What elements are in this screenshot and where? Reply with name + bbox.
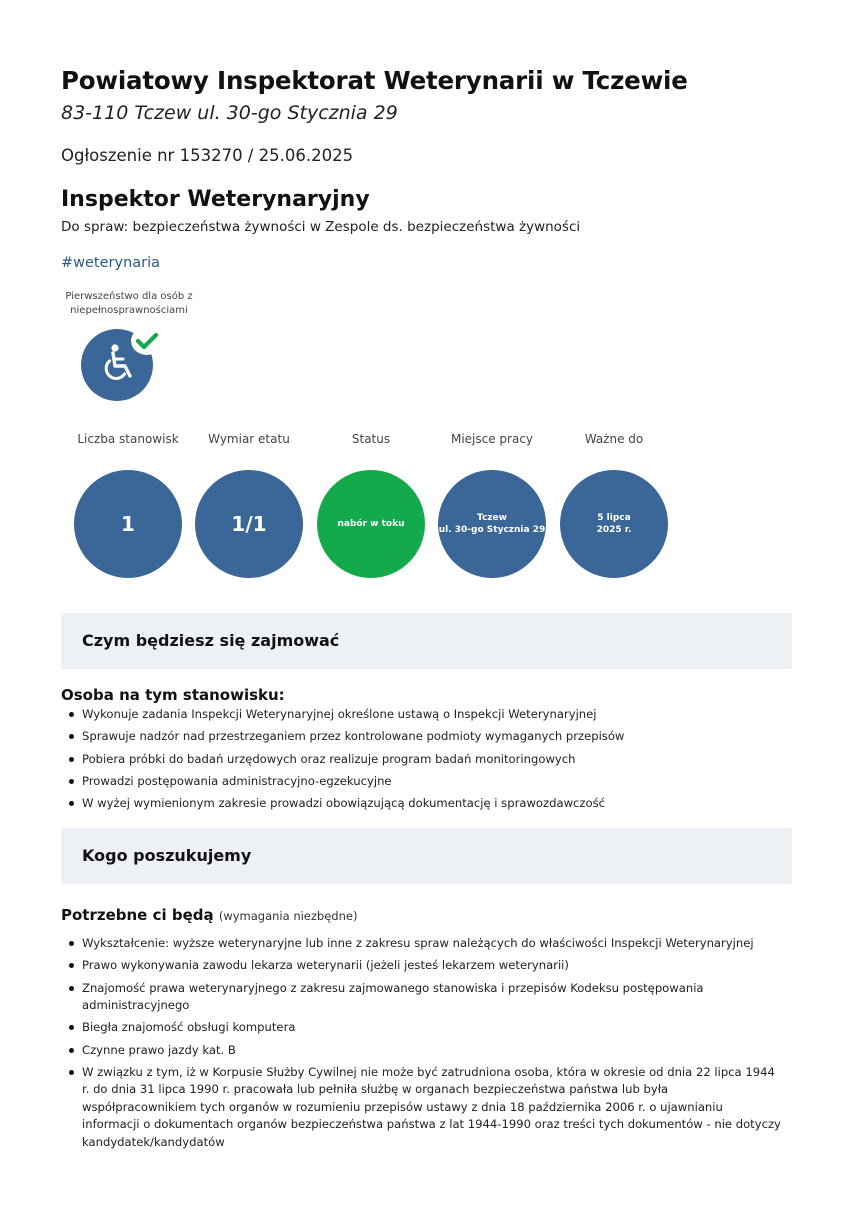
list-item: Sprawuje nadzór nad przestrzeganiem przez kontrolowane podmioty wymaganych przepisów xyxy=(68,728,783,746)
list-item: W wyżej wymienionym zakresie prowadzi obowiązującą dokumentację i sprawozdawczość xyxy=(68,795,783,813)
requirements-subheading xyxy=(61,906,357,924)
section-title: Czym będziesz się zajmować xyxy=(82,631,340,650)
list-item: Prawo wykonywania zawodu lekarza weterynarii (jeżeli jesteś lekarzem weterynarii) xyxy=(68,957,783,975)
stat-label: Wymiar etatu xyxy=(208,432,290,446)
stat-label: Miejsce pracy xyxy=(450,432,534,446)
stat-label: Ważne do xyxy=(584,432,644,446)
disability-priority-badge xyxy=(81,327,165,403)
stat-value-line: ul. 30-go Stycznia 29 xyxy=(438,525,546,535)
section-title: Kogo poszukujemy xyxy=(82,846,252,865)
list-item: Prowadzi postępowania administracyjno-egzekucyjne xyxy=(68,773,783,791)
stat-value: nabór w toku xyxy=(317,470,425,578)
requirements-subheading-text: Potrzebne ci będą xyxy=(61,906,214,924)
list-item: Wykształcenie: wyższe weterynaryjne lub inne z zakresu spraw należących do właściwości Inspekcji Weterynaryjnej xyxy=(68,935,783,953)
list-item: Pobiera próbki do badań urzędowych oraz realizuje program badań monitoringowych xyxy=(68,751,783,769)
stat-label: Liczba stanowisk xyxy=(77,432,179,446)
stat-value-line: 2025 r. xyxy=(596,525,632,535)
job-subtitle: Do spraw: bezpieczeństwa żywności w Zespole ds. bezpieczeństwa żywności xyxy=(61,219,581,235)
org-address: 83-110 Tczew ul. 30-go Stycznia 29 xyxy=(61,102,398,124)
list-item: Czynne prawo jazdy kat. B xyxy=(68,1042,783,1060)
stat-positions xyxy=(73,432,183,578)
hashtag-link[interactable]: #weterynaria xyxy=(61,255,161,271)
list-item: Biegła znajomość obsługi komputera xyxy=(68,1019,783,1037)
list-item: Wykonuje zadania Inspekcji Weterynaryjnej określone ustawą o Inspekcji Weterynaryjnej xyxy=(68,706,783,724)
stat-value xyxy=(560,470,668,578)
list-item: W związku z tym, iż w Korpusie Służby Cywilnej nie może być zatrudniona osoba, która w okresie od dnia 22 lipca 1944 r. do dnia 31 lipca 1990 r. pracowała lub pełniła służbę w organach bezpieczeństwa państwa lub była współpracownikiem tych organów w rozumieniu przepisów ustawy z dnia 18 października 2006 r. o ujawnianiu informacji o dokumentach organów bezpieczeństwa państwa z lat 1944-1990 oraz treści tych dokumentów - nie dotyczy kandydatek/kandydatów xyxy=(68,1064,783,1152)
duties-list xyxy=(68,706,783,813)
stat-valid-until xyxy=(559,432,669,578)
stat-value: 1 xyxy=(74,470,182,578)
section-requirements-header xyxy=(61,828,792,884)
stat-work-time xyxy=(194,432,304,578)
requirements-list xyxy=(68,935,783,1151)
stat-value: 1/1 xyxy=(195,470,303,578)
priority-label: Pierwszeństwo dla osób z niepełnosprawnościami xyxy=(65,291,193,316)
list-item: Znajomość prawa weterynaryjnego z zakresu zajmowanego stanowiska i przepisów Kodeksu postępowania administracyjnego xyxy=(68,980,783,1015)
requirements-subheading-note: (wymagania niezbędne) xyxy=(218,909,358,923)
checkmark-icon xyxy=(131,327,163,355)
stat-value-line: 5 lipca xyxy=(597,513,631,523)
section-duties-header xyxy=(61,613,792,669)
job-title: Inspektor Weterynaryjny xyxy=(61,187,370,212)
stat-value-line: Tczew xyxy=(477,513,507,523)
stat-label: Status xyxy=(351,432,391,446)
duties-subheading: Osoba na tym stanowisku: xyxy=(61,686,285,704)
announcement-number: Ogłoszenie nr 153270 / 25.06.2025 xyxy=(61,146,354,165)
stat-workplace xyxy=(437,432,547,578)
stat-status xyxy=(316,432,426,578)
org-name: Powiatowy Inspektorat Weterynarii w Tczewie xyxy=(61,66,688,95)
stat-value xyxy=(438,470,546,578)
